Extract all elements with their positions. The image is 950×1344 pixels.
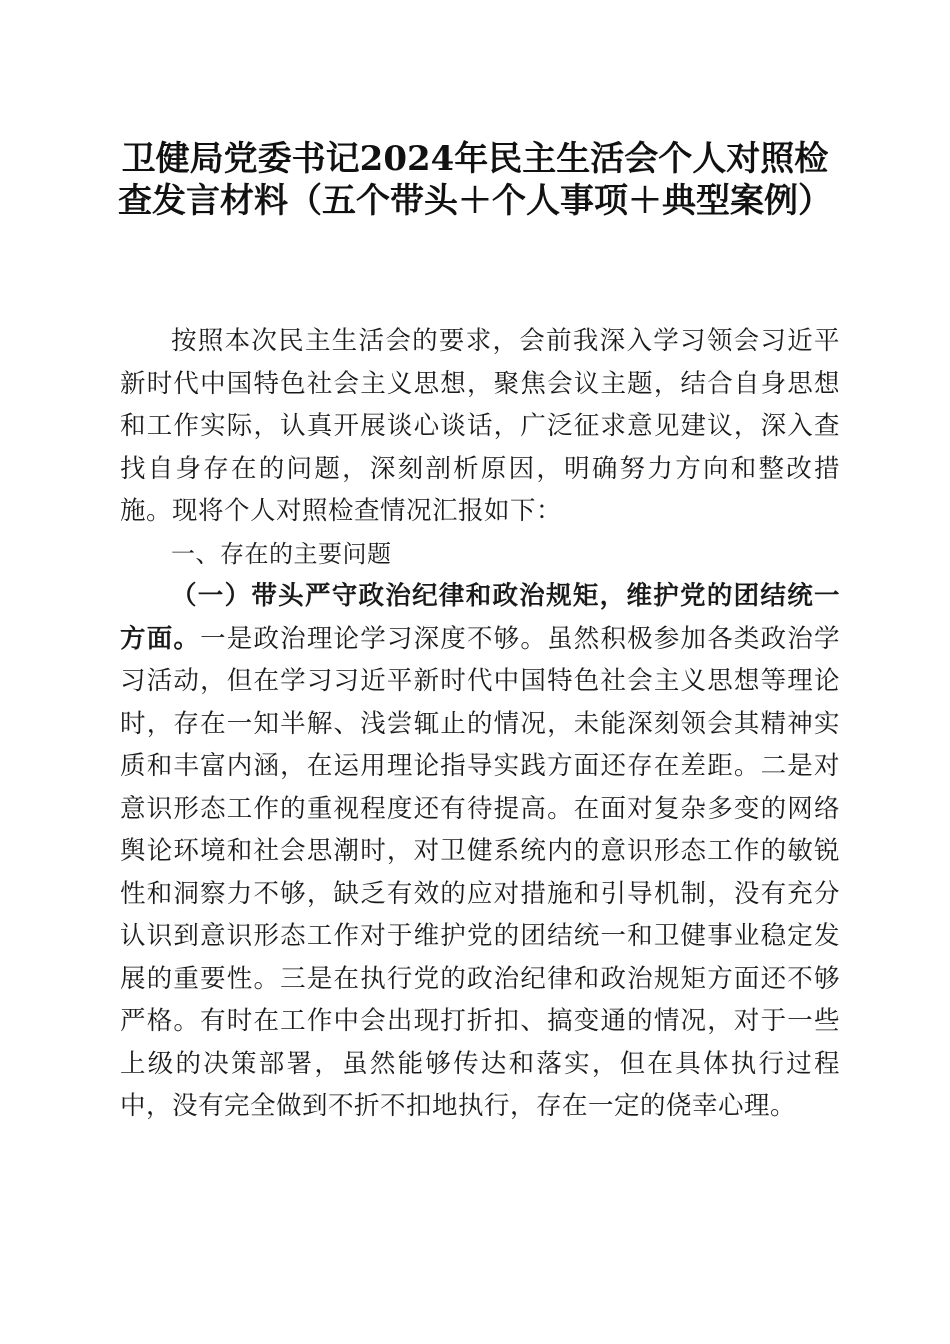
document-body [120, 320, 840, 1128]
subsection-body: 一是政治理论学习深度不够。虽然积极参加各类政治学习活动，但在学习习近平新时代中国特色社会主义思想等理论时，存在一知半解、浅尝辄止的情况，未能深刻领会其精神实质和丰富内涵，在运用理论指导实践方面还存在差距。二是对意识形态工作的重视程度还有待提高。在面对复杂多变的网络舆论环境和社会思潮时，对卫健系统内的意识形态工作的敏锐性和洞察力不够，缺乏有效的应对措施和引导机制，没有充分认识到意识形态工作对于维护党的团结统一和卫健事业稳定发展的重要性。三是在执行党的政治纪律和政治规矩方面还不够严格。有时在工作中会出现打折扣、搞变通的情况，对于一些上级的决策部署，虽然能够传达和落实，但在具体执行过程中，没有完全做到不折不扣地执行，存在一定的侥幸心理。 [120, 623, 840, 1121]
document-title: 卫健局党委书记2024年民主生活会个人对照检查发言材料（五个带头＋个人事项＋典型案例） [118, 139, 832, 221]
section-heading: 一、存在的主要问题 [171, 539, 392, 568]
intro-paragraph: 按照本次民主生活会的要求，会前我深入学习领会习近平新时代中国特色社会主义思想，聚焦会议主题，结合自身思想和工作实际，认真开展谈心谈话，广泛征求意见建议，深入查找自身存在的问题，深刻剖析原因，明确努力方向和整改措施。现将个人对照检查情况汇报如下： [120, 326, 840, 526]
subsection-heading: （一）带头严守政治纪律和政治规矩，维护党的团结统一方面。 [120, 581, 840, 654]
subsection-paragraph [120, 575, 840, 1128]
